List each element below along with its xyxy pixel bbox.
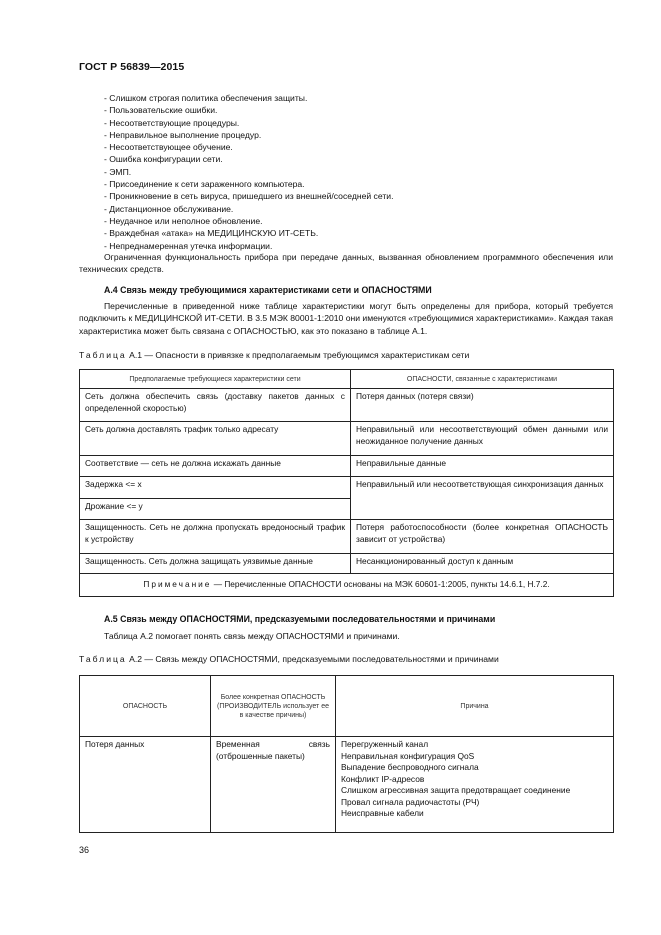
causes-list <box>104 92 393 252</box>
note-label: Примечание <box>143 579 212 589</box>
table-header-row <box>80 676 614 737</box>
table-cell: Потеря работоспособности (более конкретная ОПАСНОСТЬ зависит от устройства) <box>351 520 614 554</box>
table-a1-caption <box>79 350 469 360</box>
cause-item: Перегруженный канал <box>341 739 429 749</box>
section-a4-heading: А.4 Связь между требующимися характеристиками сети и ОПАСНОСТЯМИ <box>104 285 432 295</box>
list-item: - Присоединение к сети зараженного компьютера. <box>104 179 305 190</box>
table-cell: Сеть должна доставлять трафик только адресату <box>80 422 351 456</box>
table-label: Таблица <box>79 350 127 360</box>
table-cell: Дрожание <= y <box>80 499 351 520</box>
table-cell: Неправильный или несоответствующий обмен данными или неожиданное получение данных <box>351 422 614 456</box>
list-item: - Неудачное или неполное обновление. <box>104 215 263 226</box>
table-caption-text: А.2 — Связь между ОПАСНОСТЯМИ, предсказуемыми последовательностями и причинами <box>129 654 499 664</box>
table-row <box>80 737 614 833</box>
column-header: ОПАСНОСТЬ <box>80 676 211 737</box>
cause-item: Неправильная конфигурация QoS <box>341 750 475 761</box>
list-item: - Пользовательские ошибки. <box>104 105 218 116</box>
table-a2-caption <box>79 654 499 664</box>
table-cell: Неправильный или несоответствующая синхронизация данных <box>351 477 614 520</box>
table-note <box>80 574 614 597</box>
section-a4-text: Перечисленные в приведенной ниже таблице характеристики могут быть определены для прибора, который требуется подключить к МЕДИЦИНСКОЙ ИТ-СЕТИ. В 3.5 МЭК 80001-1:2010 они именуются «требующимися характеристиками». Каждая такая характеристика может быть связана с ОПАСНОСТЬЮ, как это показано в таблице А.1. <box>79 301 613 336</box>
list-item: - Неправильное выполнение процедур. <box>104 129 262 140</box>
column-header: Более конкретная ОПАСНОСТЬ (ПРОИЗВОДИТЕЛЬ использует ее в качестве причины) <box>211 676 336 737</box>
table-note-row <box>80 574 614 597</box>
cause-item: Неисправные кабели <box>341 808 424 818</box>
cause-item: Провал сигнала радиочастоты (РЧ) <box>341 796 480 807</box>
table-row <box>80 389 614 422</box>
table-cell: Защищенность. Сеть не должна пропускать вредоносный трафик к устройству <box>80 520 351 554</box>
table-cell: Временная связь (отброшенные пакеты) <box>211 737 336 833</box>
cause-item: Выпадение беспроводного сигнала <box>341 762 479 772</box>
cause-item: Конфликт IP-адресов <box>341 773 425 784</box>
table-row <box>80 554 614 574</box>
note-text: — Перечисленные ОПАСНОСТИ основаны на МЭК 60601-1:2005, пункты 14.6.1, Н.7.2. <box>213 579 550 589</box>
table-cell: Потеря данных <box>80 737 211 833</box>
table-cell: Соответствие — сеть не должна искажать данные <box>80 456 351 477</box>
column-header: Предполагаемые требующиеся характеристики сети <box>80 370 351 389</box>
table-header-row <box>80 370 614 389</box>
table-a1 <box>79 369 614 597</box>
list-item: - Несоответствующие процедуры. <box>104 117 240 128</box>
table-cell: Защищенность. Сеть должна защищать уязвимые данные <box>80 554 351 574</box>
list-item: - Проникновение в сеть вируса, пришедшего из внешней/соседней сети. <box>104 191 394 202</box>
table-caption-text: А.1 — Опасности в привязке к предполагаемым требующимся характеристикам сети <box>129 350 470 360</box>
table-row <box>80 477 614 499</box>
table-cell-causes <box>336 737 614 833</box>
page-number: 36 <box>79 845 90 855</box>
table-cell: Потеря данных (потеря связи) <box>351 389 614 422</box>
list-item: - Дистанционное обслуживание. <box>104 203 234 214</box>
table-row <box>80 456 614 477</box>
list-item: - Враждебная «атака» на МЕДИЦИНСКУЮ ИТ-СЕТЬ. <box>104 228 319 239</box>
list-item: - Слишком строгая политика обеспечения защиты. <box>104 93 308 103</box>
list-item: - ЭМП. <box>104 166 132 177</box>
document-header: ГОСТ Р 56839—2015 <box>79 61 185 73</box>
list-item: - Ошибка конфигурации сети. <box>104 154 223 165</box>
table-cell: Несанкционированный доступ к данным <box>351 554 614 574</box>
cause-item: Слишком агрессивная защита предотвращает соединение <box>341 785 571 795</box>
table-a2 <box>79 675 614 833</box>
section-a5-heading: А.5 Связь между ОПАСНОСТЯМИ, предсказуемыми последовательностями и причинами <box>104 614 496 624</box>
table-row <box>80 520 614 554</box>
column-header: ОПАСНОСТИ, связанные с характеристиками <box>351 370 614 389</box>
table-cell: Сеть должна обеспечить связь (доставку пакетов данных с определенной скоростью) <box>80 389 351 422</box>
table-cell: Задержка <= x <box>80 477 351 499</box>
table-row <box>80 422 614 456</box>
table-cell: Неправильные данные <box>351 456 614 477</box>
list-item: - Несоответствующее обучение. <box>104 142 233 153</box>
paragraph-limited-functionality: Ограниченная функциональность прибора при передаче данных, вызванная обновлением программного обеспечения или технических средств. <box>79 252 613 275</box>
column-header: Причина <box>336 676 614 737</box>
section-a5-text: Таблица А.2 помогает понять связь между ОПАСНОСТЯМИ и причинами. <box>104 631 400 641</box>
table-label: Таблица <box>79 654 127 664</box>
list-item: - Непреднамеренная утечка информации. <box>104 240 273 251</box>
